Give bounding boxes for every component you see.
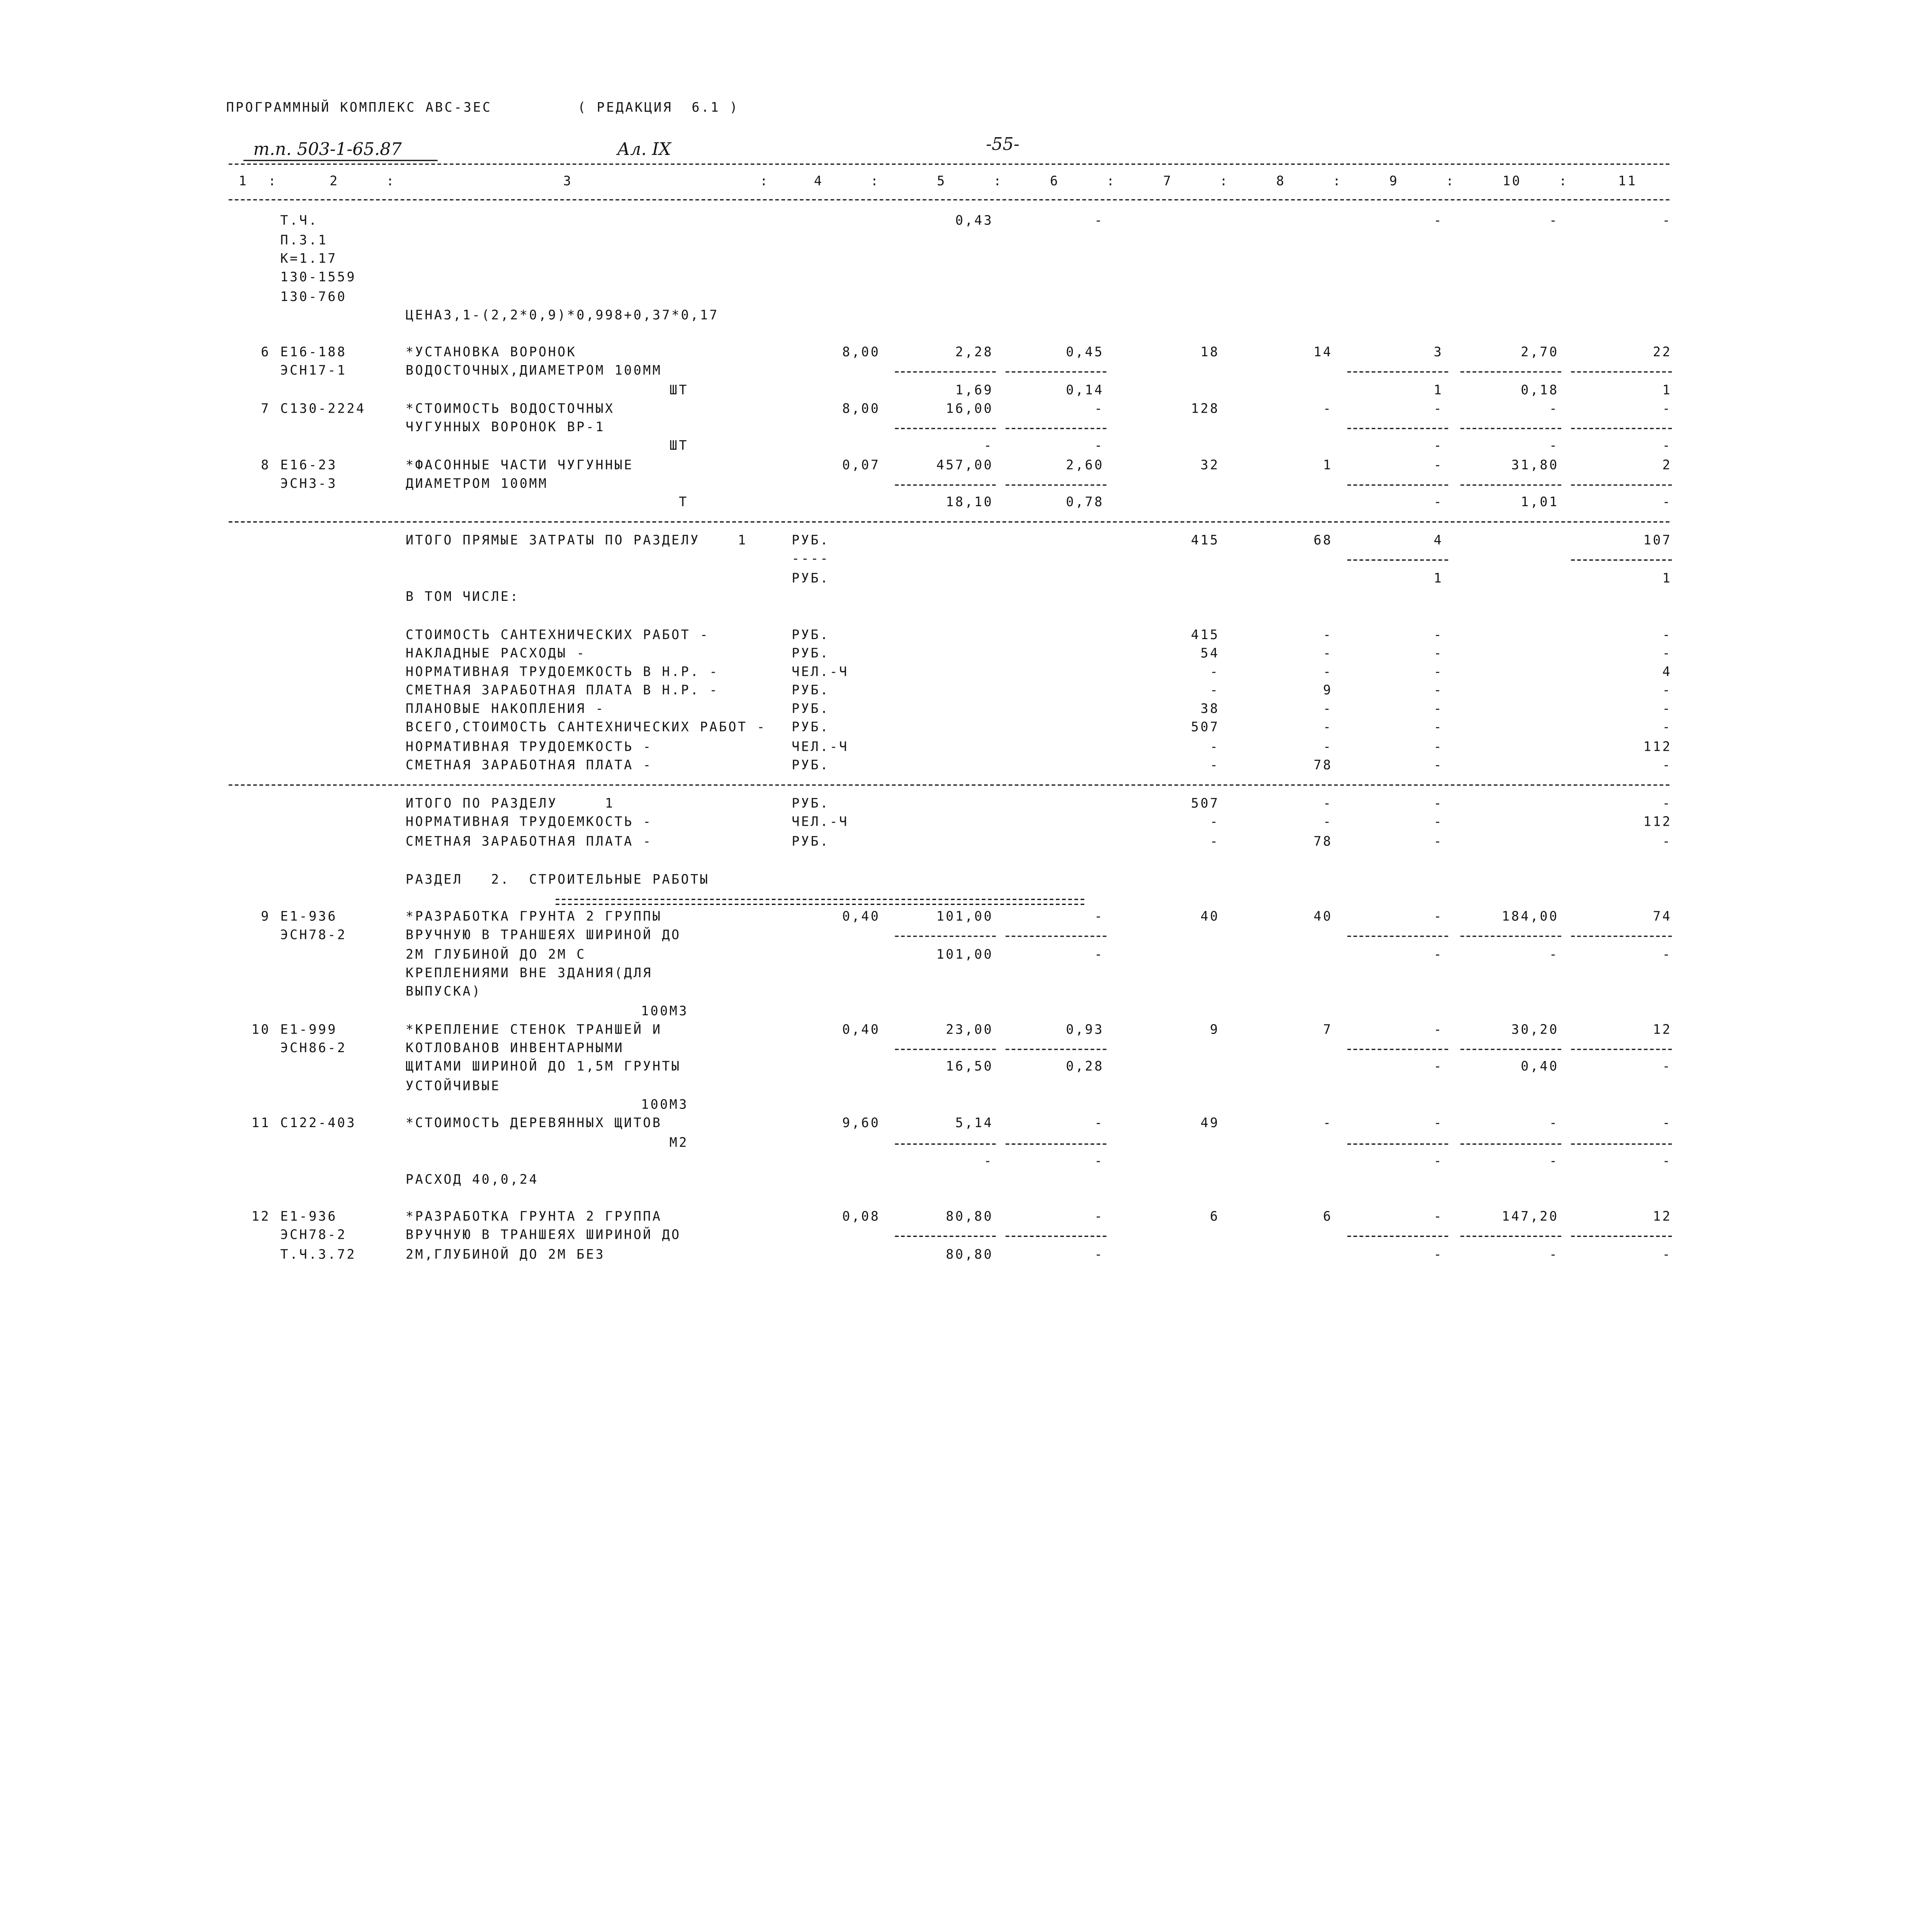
cell-c3: ЦЕНА3,1-(2,2*0,9)*0,998+0,37*0,17 (406, 308, 719, 323)
cell-c9: - (1434, 458, 1443, 473)
cell-c6: - (1094, 1154, 1104, 1169)
cell-c3: ВРУЧНУЮ В ТРАНШЕЯХ ШИРИНОЙ ДО (406, 1228, 681, 1243)
sub-rule (1571, 560, 1672, 561)
cell-c2: К=1.17 (280, 252, 337, 267)
cell-c9: - (1434, 758, 1443, 773)
cell-c6: 0,28 (1066, 1060, 1104, 1075)
sub-rule (1347, 1143, 1448, 1145)
sub-rule (1347, 1049, 1448, 1050)
sub-rule (1460, 936, 1561, 937)
cell-c6: - (1094, 1209, 1104, 1225)
column-separator: : (760, 174, 770, 189)
cell-c11: - (1662, 1060, 1672, 1075)
cell-c3u: 100М3 (641, 1004, 688, 1019)
cell-c8: - (1323, 740, 1333, 755)
cell-c8: 9 (1323, 683, 1333, 698)
project-number: т.п. 503-1-65.87 (253, 140, 402, 160)
cell-c3: СМЕТНАЯ ЗАРАБОТНАЯ ПЛАТА В Н.Р. - (406, 683, 719, 698)
column-separator: : (386, 174, 396, 189)
cell-c3: ПЛАНОВЫЕ НАКОПЛЕНИЯ - (406, 702, 605, 717)
cell-c2: Е1-936 (280, 909, 337, 925)
sub-rule (1006, 371, 1106, 372)
cell-c11: - (1662, 796, 1672, 811)
cell-c10: 0,40 (1521, 1060, 1559, 1075)
cell-cu: ЧЕЛ.-Ч (792, 665, 849, 680)
sub-rule (1571, 371, 1672, 372)
cell-c7: 40 (1200, 909, 1220, 925)
cell-c3: ИТОГО ПРЯМЫЕ ЗАТРАТЫ ПО РАЗДЕЛУ 1 (406, 533, 748, 548)
project-underline (243, 160, 438, 161)
cell-c11: - (1662, 439, 1672, 454)
column-header: 3 (563, 174, 573, 189)
cell-c5: 16,00 (946, 401, 994, 417)
cell-c4: 0,40 (842, 909, 880, 925)
cell-c8: - (1323, 702, 1333, 717)
cell-c8: - (1323, 665, 1333, 680)
cell-c7: 415 (1191, 533, 1220, 548)
cell-c11: - (1662, 758, 1672, 773)
sub-rule (1571, 428, 1672, 429)
sub-rule (1347, 1236, 1448, 1237)
cell-c3: КОТЛОВАНОВ ИНВЕНТАРНЫМИ (406, 1041, 624, 1056)
cell-c11: 1 (1662, 571, 1672, 587)
cell-cu: РУБ. (792, 533, 830, 548)
cell-c8: 40 (1314, 909, 1333, 925)
cell-c8: - (1323, 628, 1333, 643)
cell-c8: 78 (1314, 834, 1333, 849)
cell-c9: 4 (1434, 533, 1443, 548)
cell-c4: 0,40 (842, 1022, 880, 1037)
cell-c7: - (1210, 834, 1220, 849)
cell-c2: Т.Ч.3.72 (280, 1247, 357, 1263)
cell-c9: - (1434, 796, 1443, 811)
cell-c11: 12 (1653, 1022, 1672, 1037)
sub-rule (1347, 371, 1448, 372)
cell-c5: 0,43 (955, 213, 994, 229)
cell-c10: - (1549, 947, 1559, 963)
cell-c5: 80,80 (946, 1247, 994, 1263)
cell-c11: 74 (1653, 909, 1672, 925)
cell-c5: 2,28 (955, 345, 994, 360)
cell-cu: РУБ. (792, 834, 830, 849)
cell-c11: - (1662, 646, 1672, 662)
cell-c9: - (1434, 909, 1443, 925)
cell-c3: СМЕТНАЯ ЗАРАБОТНАЯ ПЛАТА - (406, 834, 653, 849)
cell-c5: 1,69 (955, 383, 994, 398)
cell-c9: - (1434, 815, 1443, 830)
cell-cu: ЧЕЛ.-Ч (792, 740, 849, 755)
sub-rule (1006, 1143, 1106, 1145)
edition-label: ( РЕДАКЦИЯ 6.1 ) (578, 100, 739, 116)
cell-c3: *КРЕПЛЕНИЕ СТЕНОК ТРАНШЕЙ И (406, 1022, 662, 1037)
cell-c1: 6 (261, 345, 271, 360)
column-separator: : (1106, 174, 1116, 189)
sub-rule (1571, 1049, 1672, 1050)
cell-c1: 9 (261, 909, 271, 925)
cell-c3: НАКЛАДНЫЕ РАСХОДЫ - (406, 646, 586, 662)
cell-c11: 112 (1643, 740, 1672, 755)
cell-c10: 0,18 (1521, 383, 1559, 398)
cell-c7: 507 (1191, 796, 1220, 811)
sub-rule (1006, 936, 1106, 937)
sub-rule (1571, 485, 1672, 486)
cell-cu: РУБ. (792, 571, 830, 587)
cell-c9: - (1434, 439, 1443, 454)
cell-cu: ЧЕЛ.-Ч (792, 815, 849, 830)
cell-c1: 10 (251, 1022, 271, 1037)
sub-rule (1460, 1049, 1561, 1050)
cell-c7: 49 (1200, 1116, 1220, 1131)
cell-c11: - (1662, 1154, 1672, 1169)
cell-c7: 38 (1200, 702, 1220, 717)
cell-c11: - (1662, 628, 1672, 643)
cell-c11: - (1662, 947, 1672, 963)
sub-rule (1006, 1236, 1106, 1237)
cell-c3: НОРМАТИВНАЯ ТРУДОЕМКОСТЬ - (406, 740, 653, 755)
column-separator: : (268, 174, 278, 189)
column-separator: : (1219, 174, 1229, 189)
cell-c10: - (1549, 401, 1559, 417)
sub-rule (1460, 428, 1561, 429)
cell-c3: ВСЕГО,СТОИМОСТЬ САНТЕХНИЧЕСКИХ РАБОТ - (406, 720, 766, 735)
table-rule (229, 163, 1669, 165)
cell-c3: 2М ГЛУБИНОЙ ДО 2М С (406, 947, 586, 963)
cell-c3u: Т (679, 495, 688, 510)
cell-c10: - (1549, 213, 1559, 229)
cell-c11: - (1662, 1116, 1672, 1131)
cell-c6: - (1094, 1116, 1104, 1131)
cell-c8: - (1323, 796, 1333, 811)
cell-c3: ВОДОСТОЧНЫХ,ДИАМЕТРОМ 100ММ (406, 364, 662, 379)
sub-rule (895, 1236, 996, 1237)
column-header: 2 (330, 174, 339, 189)
cell-c9: - (1434, 1247, 1443, 1263)
cell-c9: - (1434, 834, 1443, 849)
cell-c7: 54 (1200, 646, 1220, 662)
cell-c7: - (1210, 740, 1220, 755)
page-number: -55- (986, 135, 1020, 155)
cell-c11: 22 (1653, 345, 1672, 360)
cell-c11: - (1662, 495, 1672, 510)
cell-c9: 1 (1434, 571, 1443, 587)
sub-rule (895, 1049, 996, 1050)
cell-c8: - (1323, 815, 1333, 830)
cell-cu: РУБ. (792, 628, 830, 643)
cell-c4: 0,08 (842, 1209, 880, 1225)
cell-c2: ЭСН78-2 (280, 928, 347, 943)
cell-c9: - (1434, 495, 1443, 510)
cell-c6: 0,93 (1066, 1022, 1104, 1037)
cell-c9: - (1434, 628, 1443, 643)
cell-c7: 6 (1210, 1209, 1220, 1225)
sub-rule (895, 485, 996, 486)
cell-c11: 2 (1662, 458, 1672, 473)
program-title: ПРОГРАММНЫЙ КОМПЛЕКС АВС-3ЕС (226, 100, 492, 116)
column-separator: : (870, 174, 880, 189)
cell-c10: 184,00 (1502, 909, 1559, 925)
cell-c3: *УСТАНОВКА ВОРОНОК (406, 345, 577, 360)
cell-c2: Е16-23 (280, 458, 337, 473)
cell-c10: 30,20 (1511, 1022, 1559, 1037)
cell-c3: *ФАСОННЫЕ ЧАСТИ ЧУГУННЫЕ (406, 458, 634, 473)
cell-c2: Е1-936 (280, 1209, 337, 1225)
cell-c8: 68 (1314, 533, 1333, 548)
cell-c11: 1 (1662, 383, 1672, 398)
cell-c7: - (1210, 665, 1220, 680)
cell-c11: - (1662, 213, 1672, 229)
cell-c7: 32 (1200, 458, 1220, 473)
cell-c8: - (1323, 646, 1333, 662)
cell-c6: 2,60 (1066, 458, 1104, 473)
table-rule (229, 521, 1669, 522)
cell-c3: КРЕПЛЕНИЯМИ ВНЕ ЗДАНИЯ(ДЛЯ (406, 966, 653, 981)
sub-rule (1347, 560, 1448, 561)
cell-c7: - (1210, 815, 1220, 830)
cell-c9: - (1434, 1154, 1443, 1169)
cell-c5: 101,00 (936, 947, 994, 963)
cell-c7: 9 (1210, 1022, 1220, 1037)
column-header: 11 (1618, 174, 1637, 189)
cell-c9: - (1434, 665, 1443, 680)
cell-c6: - (1094, 909, 1104, 925)
cell-c2: Т.Ч. (280, 213, 318, 229)
cell-c3: *РАЗРАБОТКА ГРУНТА 2 ГРУППЫ (406, 909, 662, 925)
cell-c6: 0,78 (1066, 495, 1104, 510)
cell-c7: 415 (1191, 628, 1220, 643)
cell-c9: - (1434, 1060, 1443, 1075)
sub-rule (1571, 936, 1672, 937)
cell-c10: - (1549, 1116, 1559, 1131)
cell-c10: - (1549, 1247, 1559, 1263)
cell-c10: 1,01 (1521, 495, 1559, 510)
cell-c11: - (1662, 401, 1672, 417)
cell-c9: - (1434, 1209, 1443, 1225)
cell-c10: 147,20 (1502, 1209, 1559, 1225)
sub-rule (895, 1143, 996, 1145)
cell-c11: - (1662, 834, 1672, 849)
sub-rule (1460, 485, 1561, 486)
cell-c4: 0,07 (842, 458, 880, 473)
cell-c3u: ШТ (669, 383, 688, 398)
cell-c5: - (984, 1154, 994, 1169)
cell-c9: - (1434, 1022, 1443, 1037)
cell-c2: ЭСН78-2 (280, 1228, 347, 1243)
cell-c9: 3 (1434, 345, 1443, 360)
section-underline (556, 899, 1084, 905)
cell-c1: 8 (261, 458, 271, 473)
album-number: Ал. IX (617, 140, 671, 160)
cell-c9: - (1434, 683, 1443, 698)
sub-rule (1460, 371, 1561, 372)
sub-rule (895, 936, 996, 937)
cell-c10: - (1549, 1154, 1559, 1169)
cell-c6: - (1094, 213, 1104, 229)
cell-cu: РУБ. (792, 702, 830, 717)
cell-c2: ЭСН86-2 (280, 1041, 347, 1056)
cell-c5: 80,80 (946, 1209, 994, 1225)
cell-cu: РУБ. (792, 720, 830, 735)
cell-c8: - (1323, 1116, 1333, 1131)
cell-c3: ВЫПУСКА) (406, 984, 482, 1000)
cell-c11: 12 (1653, 1209, 1672, 1225)
cell-c5: 23,00 (946, 1022, 994, 1037)
cell-c6: 0,45 (1066, 345, 1104, 360)
cell-c3: СМЕТНАЯ ЗАРАБОТНАЯ ПЛАТА - (406, 758, 653, 773)
cell-c4: 8,00 (842, 345, 880, 360)
cell-c10: - (1549, 439, 1559, 454)
cell-c2: 130-760 (280, 290, 347, 305)
column-header: 6 (1050, 174, 1060, 189)
cell-c7: 128 (1191, 401, 1220, 417)
cell-c6: - (1094, 401, 1104, 417)
column-header: 7 (1163, 174, 1173, 189)
cell-c4: 9,60 (842, 1116, 880, 1131)
table-rule (229, 199, 1669, 200)
cell-c3: ВРУЧНУЮ В ТРАНШЕЯХ ШИРИНОЙ ДО (406, 928, 681, 943)
cell-c3: *СТОИМОСТЬ ДЕРЕВЯННЫХ ЩИТОВ (406, 1116, 662, 1131)
cell-c9: - (1434, 947, 1443, 963)
column-header: 4 (814, 174, 824, 189)
cell-c9: - (1434, 702, 1443, 717)
cell-c9: 1 (1434, 383, 1443, 398)
column-header: 1 (238, 174, 248, 189)
cell-c3u: М2 (669, 1136, 688, 1151)
cell-cu: РУБ. (792, 683, 830, 698)
sub-rule (1460, 1236, 1561, 1237)
cell-c11: - (1662, 702, 1672, 717)
column-header: 9 (1389, 174, 1399, 189)
cell-c1: 11 (251, 1116, 271, 1131)
cell-c2: ЭСН3-3 (280, 476, 337, 492)
cell-c7: 507 (1191, 720, 1220, 735)
cell-c3: ДИАМЕТРОМ 100ММ (406, 476, 548, 492)
cell-c3u: ШТ (669, 439, 688, 454)
cell-c3: РАЗДЕЛ 2. СТРОИТЕЛЬНЫЕ РАБОТЫ (406, 872, 710, 888)
cell-c5: 16,50 (946, 1060, 994, 1075)
cell-c2: П.3.1 (280, 233, 328, 248)
cell-c11: 107 (1643, 533, 1672, 548)
column-header: 5 (937, 174, 947, 189)
column-separator: : (1446, 174, 1456, 189)
cell-c11: 112 (1643, 815, 1672, 830)
cell-c7: - (1210, 683, 1220, 698)
cell-c2: С122-403 (280, 1116, 357, 1131)
cell-c8: - (1323, 720, 1333, 735)
cell-c9: - (1434, 740, 1443, 755)
cell-c8: 1 (1323, 458, 1333, 473)
cell-c3: *РАЗРАБОТКА ГРУНТА 2 ГРУППА (406, 1209, 662, 1225)
cell-c3: В ТОМ ЧИСЛЕ: (406, 590, 520, 605)
sub-rule (1347, 428, 1448, 429)
cell-c2: 130-1559 (280, 270, 357, 285)
cell-c2: С130-2224 (280, 401, 366, 417)
cell-c3: РАСХОД 40,0,24 (406, 1172, 539, 1188)
cell-c8: 78 (1314, 758, 1333, 773)
cell-c3: 2М,ГЛУБИНОЙ ДО 2М БЕЗ (406, 1247, 605, 1263)
column-separator: : (1332, 174, 1343, 189)
cell-c11: 4 (1662, 665, 1672, 680)
table-rule (229, 784, 1669, 786)
cell-c1: 12 (251, 1209, 271, 1225)
sub-rule (895, 428, 996, 429)
sub-rule (1571, 1143, 1672, 1145)
cell-c5: 5,14 (955, 1116, 994, 1131)
cell-c11: - (1662, 1247, 1672, 1263)
cell-c3: *СТОИМОСТЬ ВОДОСТОЧНЫХ (406, 401, 615, 417)
column-separator: : (993, 174, 1003, 189)
cell-c2: Е1-999 (280, 1022, 337, 1037)
cell-c9: - (1434, 401, 1443, 417)
cell-c3: УСТОЙЧИВЫЕ (406, 1079, 501, 1094)
cell-c11: - (1662, 683, 1672, 698)
sub-rule (1571, 1236, 1672, 1237)
column-header: 8 (1276, 174, 1286, 189)
cell-c10: 2,70 (1521, 345, 1559, 360)
sub-rule (1006, 428, 1106, 429)
cell-c5: 18,10 (946, 495, 994, 510)
cell-c3: НОРМАТИВНАЯ ТРУДОЕМКОСТЬ - (406, 815, 653, 830)
cell-c7: - (1210, 758, 1220, 773)
cell-c6: - (1094, 439, 1104, 454)
cell-c7: 18 (1200, 345, 1220, 360)
cell-c6: 0,14 (1066, 383, 1104, 398)
cell-c8: 7 (1323, 1022, 1333, 1037)
cell-c3: ИТОГО ПО РАЗДЕЛУ 1 (406, 796, 615, 811)
sub-rule (1006, 1049, 1106, 1050)
column-header: 10 (1502, 174, 1522, 189)
cell-c5: 457,00 (936, 458, 994, 473)
cell-c9: - (1434, 646, 1443, 662)
cell-cu: РУБ. (792, 758, 830, 773)
cell-c4: 8,00 (842, 401, 880, 417)
cell-cu: РУБ. (792, 646, 830, 662)
cell-c6: - (1094, 947, 1104, 963)
cell-c8: 6 (1323, 1209, 1333, 1225)
cell-c1: 7 (261, 401, 271, 417)
cell-c3: ЩИТАМИ ШИРИНОЙ ДО 1,5М ГРУНТЫ (406, 1060, 681, 1075)
column-separator: : (1559, 174, 1569, 189)
cell-c6: - (1094, 1247, 1104, 1263)
cell-c11: - (1662, 720, 1672, 735)
cell-c9: - (1434, 720, 1443, 735)
sub-rule (1347, 936, 1448, 937)
cell-c9: - (1434, 1116, 1443, 1131)
cell-cu: РУБ. (792, 796, 830, 811)
sub-rule (895, 371, 996, 372)
cell-c2: Е16-188 (280, 345, 347, 360)
cell-c8: - (1323, 401, 1333, 417)
cell-c3: ЧУГУННЫХ ВОРОНОК ВР-1 (406, 420, 605, 435)
cell-c9: - (1434, 213, 1443, 229)
sub-rule (1006, 485, 1106, 486)
cell-c3: СТОИМОСТЬ САНТЕХНИЧЕСКИХ РАБОТ - (406, 628, 710, 643)
cell-c8: 14 (1314, 345, 1333, 360)
cell-cu: ---- (792, 551, 830, 567)
cell-c3: НОРМАТИВНАЯ ТРУДОЕМКОСТЬ В Н.Р. - (406, 665, 719, 680)
cell-c10: 31,80 (1511, 458, 1559, 473)
cell-c5: 101,00 (936, 909, 994, 925)
sub-rule (1460, 1143, 1561, 1145)
sub-rule (1347, 485, 1448, 486)
cell-c3u: 100М3 (641, 1097, 688, 1112)
cell-c5: - (984, 439, 994, 454)
cell-c2: ЭСН17-1 (280, 364, 347, 379)
